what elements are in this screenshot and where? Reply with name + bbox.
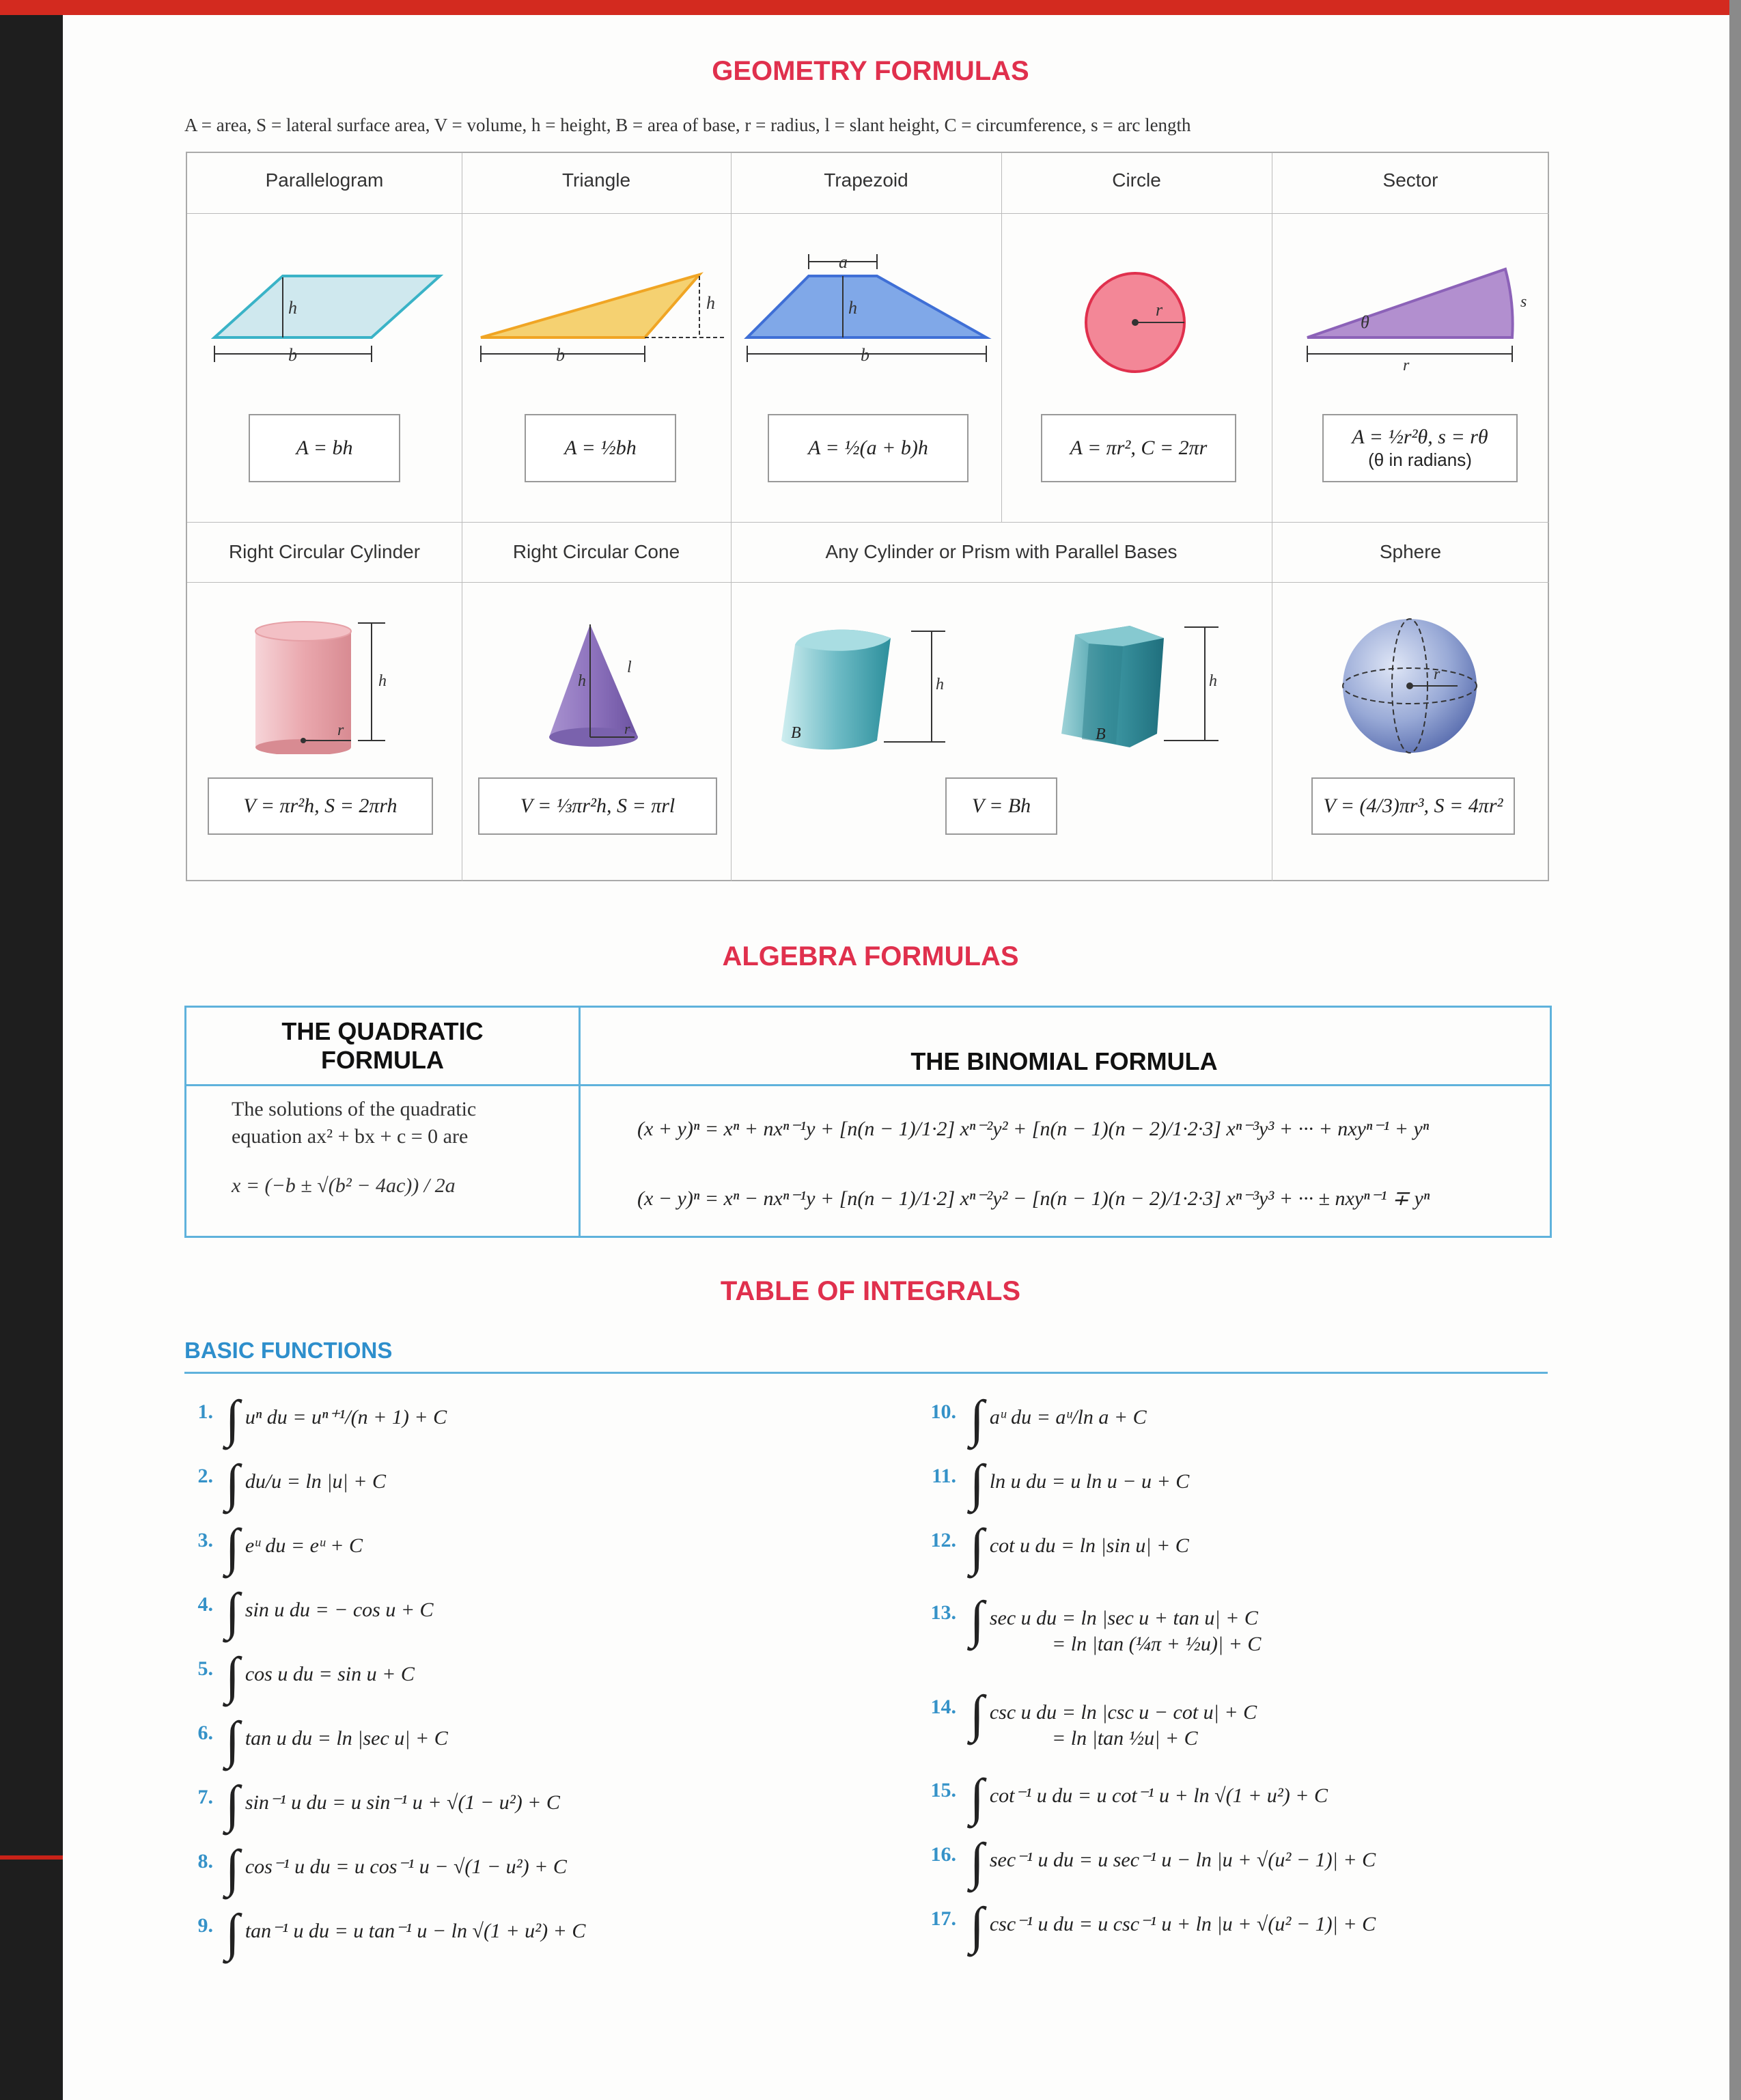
integral-sign-icon: ∫ [225,1904,240,1961]
integral-expression: cot⁻¹ u du = u cot⁻¹ u + ln √(1 + u²) + C [989,1784,1328,1807]
cone-caption: Right Circular Cone [512,541,680,562]
integral-expression: tan u du = ln |sec u| + C [245,1727,448,1750]
circle-caption: Circle [1112,169,1161,191]
triangle-caption: Triangle [561,169,631,191]
integral-sign-icon: ∫ [970,1390,984,1448]
integral-sign-icon: ∫ [225,1647,240,1704]
integral-sign-icon: ∫ [225,1454,240,1512]
parallelogram-formula: A = bh [249,414,400,482]
integral-sign-icon: ∫ [970,1591,984,1648]
quadratic-formula: x = (−b ± √(b² − 4ac)) / 2a [232,1174,456,1197]
integral-sign-icon: ∫ [225,1390,240,1448]
label-l: l [627,659,632,676]
quadratic-title-line2: FORMULA [321,1046,444,1074]
geometry-title: GEOMETRY FORMULAS [712,56,1029,86]
integral-expression: sin u du = − cos u + C [245,1599,434,1621]
integral-formula-right-5 [970,1768,1328,1827]
integral-expression: csc u du = ln |csc u − cot u| + C [989,1701,1257,1724]
integral-continuation: = ln |tan (¼π + ½u)| + C [1052,1633,1262,1655]
integral-number: 16. [930,1843,956,1866]
binomial-title: THE BINOMIAL FORMULA [910,1047,1218,1075]
integral-number: 14. [930,1696,956,1718]
label-a: a [839,252,848,272]
integral-expression: cot u du = ln |sin u| + C [989,1534,1189,1557]
trapezoid-formula: A = ½(a + b)h [768,414,969,482]
integral-expression: cos u du = sin u + C [245,1663,415,1685]
label-r: r [337,721,344,739]
integral-number: 15. [930,1779,956,1801]
integral-expression: csc⁻¹ u du = u csc⁻¹ u + ln |u + √(u² − 1)| + C [989,1913,1376,1935]
prism-formula: V = Bh [945,777,1057,835]
sphere-caption: Sphere [1379,541,1442,562]
cylinder-figure [249,618,413,754]
integral-expression: uⁿ du = uⁿ⁺¹/(n + 1) + C [245,1406,447,1428]
integral-formula-left-8 [225,1903,585,1963]
integral-number: 7. [197,1786,213,1808]
trapezoid-figure [740,249,1000,365]
sector-caption: Sector [1382,169,1438,191]
label-h: h [578,672,586,690]
integral-expression: tan⁻¹ u du = u tan⁻¹ u − ln √(1 + u²) + C [245,1920,586,1942]
label-r: r [1403,357,1410,372]
label-B: B [1096,726,1106,743]
integral-number: 17. [930,1907,956,1930]
integral-sign-icon: ∫ [970,1897,984,1954]
algebra-table [184,1006,1552,1238]
integral-sign-icon: ∫ [970,1454,984,1512]
sector-formula [1322,414,1518,482]
integral-formula-left-0 [225,1390,447,1449]
integral-formula-right-7 [970,1896,1376,1956]
binomial-minus: (x − y)ⁿ = xⁿ − nxⁿ⁻¹y + [n(n − 1)/1·2] xⁿ⁻²y² − [n(n − 1)(n − 2)/1·2·3] xⁿ⁻³y³ + ··· ± nxyⁿ⁻¹ ∓ yⁿ [637,1187,1430,1210]
integral-number: 10. [930,1400,956,1423]
label-h: h [378,672,387,690]
integral-number: 5. [197,1657,213,1680]
integral-sign-icon: ∫ [970,1519,984,1576]
prism-caption: Any Cylinder or Prism with Parallel Bases [825,541,1178,562]
cylinder-formula: V = πr²h, S = 2πrh [208,777,433,835]
quadratic-title-line1: THE QUADRATIC [281,1017,484,1045]
integral-formula-left-1 [225,1454,386,1513]
label-B: B [791,724,801,742]
label-b: b [861,345,869,365]
basic-functions-title: BASIC FUNCTIONS [184,1338,393,1363]
integrals-title: TABLE OF INTEGRALS [720,1276,1021,1306]
integral-formula-left-6 [225,1775,560,1834]
integral-sign-icon: ∫ [225,1519,240,1576]
integral-formula-right-1 [970,1454,1189,1513]
variable-legend: A = area, S = lateral surface area, V = volume, h = height, B = area of base, r = radius, l = slant height, C = circumference, s = arc length [184,115,1191,135]
integral-sign-icon: ∫ [225,1776,240,1833]
integral-number: 12. [930,1529,956,1551]
integral-number: 8. [197,1850,213,1873]
sphere-figure [1341,618,1492,768]
cone-formula: V = ⅓πr²h, S = πrl [478,777,717,835]
integral-formula-right-6 [970,1832,1376,1892]
integral-formula-left-2 [225,1518,363,1577]
triangle-formula: A = ½bh [525,414,676,482]
integral-expression: aᵘ du = aᵘ/ln a + C [989,1406,1147,1428]
integral-expression: cos⁻¹ u du = u cos⁻¹ u − √(1 − u²) + C [245,1855,567,1878]
sector-figure [1300,262,1540,372]
cone-figure [542,618,679,754]
integral-expression: du/u = ln |u| + C [245,1470,386,1493]
integral-formula-left-7 [225,1839,567,1898]
parallelogram-figure [208,262,454,365]
integral-expression: sec⁻¹ u du = u sec⁻¹ u − ln |u + √(u² − 1)| + C [989,1849,1376,1871]
integral-sign-icon: ∫ [970,1685,984,1743]
integral-number: 13. [930,1601,956,1624]
label-h: h [1209,672,1217,690]
integral-number: 11. [932,1465,956,1487]
integral-formula-right-2 [970,1518,1189,1577]
sector-formula-text: A = ½r²θ, s = rθ [1352,426,1488,449]
basic-functions-rule [184,1372,1548,1374]
label-b: b [556,345,565,365]
label-r: r [1434,665,1440,683]
trapezoid-caption: Trapezoid [824,169,908,191]
integral-number: 1. [197,1400,213,1423]
integral-sign-icon: ∫ [225,1583,240,1640]
label-h: h [288,298,297,318]
integral-formula-left-4 [225,1646,415,1706]
integral-expression: sin⁻¹ u du = u sin⁻¹ u + √(1 − u²) + C [245,1791,560,1814]
geometry-table [186,152,1549,881]
integral-formula-left-3 [225,1582,434,1642]
label-b: b [288,345,297,365]
integral-sign-icon: ∫ [225,1840,240,1897]
algebra-title: ALGEBRA FORMULAS [722,941,1019,971]
integral-formula-left-5 [225,1711,448,1770]
integral-expression: eᵘ du = eᵘ + C [245,1534,363,1557]
integral-expression: sec u du = ln |sec u + tan u| + C [989,1607,1258,1629]
integral-number: 3. [197,1529,213,1551]
integral-number: 4. [197,1593,213,1616]
side-red-mark [0,1855,63,1860]
quadratic-text-1: The solutions of the quadratic [232,1098,477,1120]
integral-number: 6. [197,1722,213,1744]
label-theta: θ [1361,312,1369,332]
circle-figure [1082,269,1191,378]
label-r: r [1156,300,1163,320]
parallelogram-caption: Parallelogram [265,169,384,191]
top-red-edge [0,0,1741,15]
triangle-figure [474,262,734,365]
integral-sign-icon: ∫ [970,1769,984,1826]
binomial-plus: (x + y)ⁿ = xⁿ + nxⁿ⁻¹y + [n(n − 1)/1·2] xⁿ⁻²y² + [n(n − 1)(n − 2)/1·2·3] xⁿ⁻³y³ + ··· + nxyⁿ⁻¹ + yⁿ [637,1118,1430,1140]
label-h: h [936,676,944,693]
quadratic-title [186,1017,579,1075]
sphere-formula: V = (4/3)πr³, S = 4πr² [1311,777,1515,835]
prism-figure [1048,618,1266,761]
integral-continuation: = ln |tan ½u| + C [1052,1727,1198,1750]
oblique-cylinder-figure [775,618,979,761]
label-h: h [848,298,857,318]
integral-formula-right-0 [970,1390,1147,1449]
quadratic-text-2: equation ax² + bx + c = 0 are [232,1125,469,1148]
cylinder-caption: Right Circular Cylinder [228,541,421,562]
circle-formula: A = πr², C = 2πr [1041,414,1236,482]
integral-sign-icon: ∫ [970,1833,984,1890]
sector-note: (θ in radians) [1368,450,1472,471]
integral-sign-icon: ∫ [225,1711,240,1769]
label-s: s [1520,293,1527,311]
page-edge [1729,0,1741,2100]
label-h: h [706,293,715,313]
label-r: r [624,720,630,737]
integral-number: 9. [197,1914,213,1937]
integral-number: 2. [197,1465,213,1487]
integral-expression: ln u du = u ln u − u + C [989,1470,1190,1493]
